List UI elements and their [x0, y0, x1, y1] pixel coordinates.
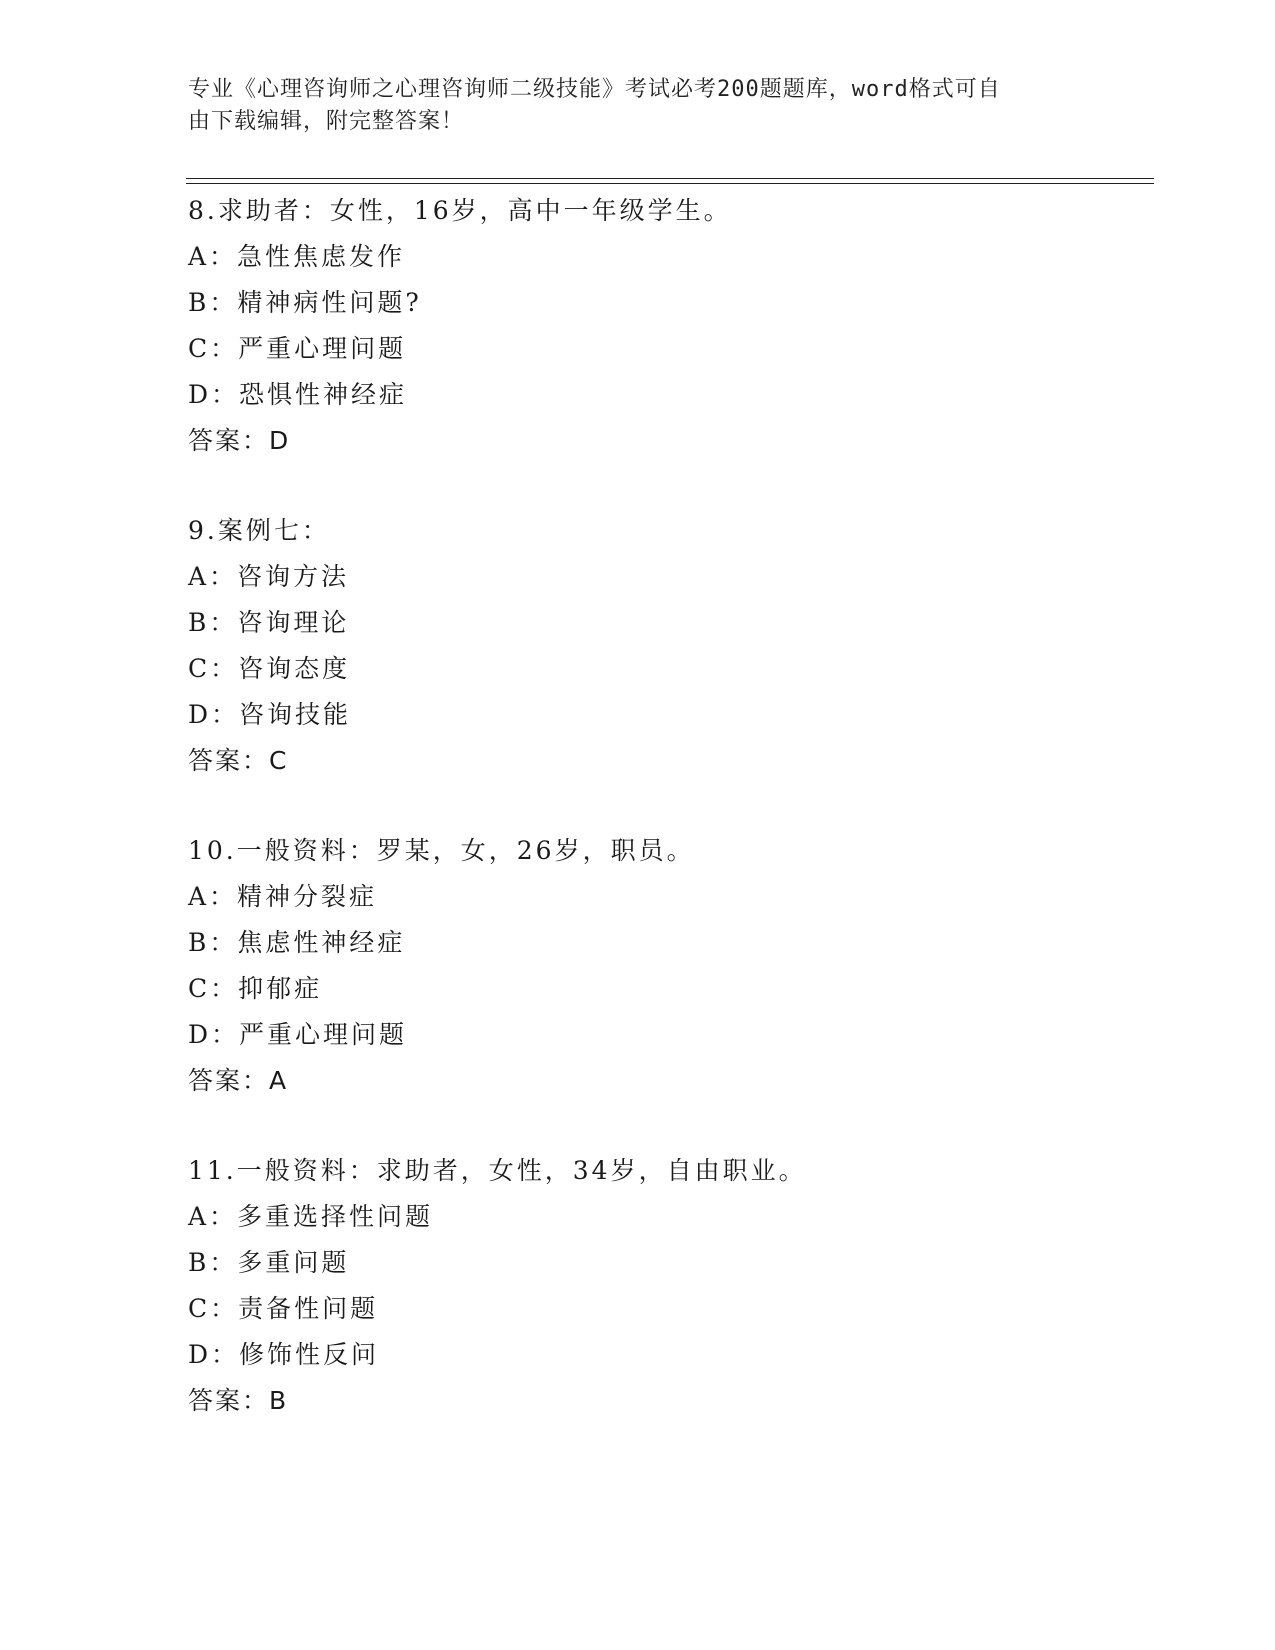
question-stem: 10.一般资料：罗某，女，26岁，职员。 [188, 836, 695, 865]
option-d: D：咨询技能 [188, 700, 352, 729]
option-a: A：咨询方法 [188, 562, 350, 591]
option-d: D：修饰性反问 [188, 1340, 380, 1369]
option-b: B：焦虑性神经症 [188, 928, 406, 957]
option-c: C：咨询态度 [188, 654, 351, 683]
option-a: A：急性焦虑发作 [188, 242, 406, 271]
header-line-2: 由下载编辑，附完整答案！ [188, 109, 465, 134]
document-header [188, 74, 1068, 138]
header-divider-top [186, 178, 1154, 179]
option-d: D：恐惧性神经症 [188, 380, 408, 409]
answer-line: 答案：C [188, 746, 289, 775]
answer-line: 答案：B [188, 1386, 289, 1415]
header-line-1: 专业《心理咨询师之心理咨询师二级技能》考试必考200题题库，word格式可自 [188, 77, 1001, 102]
option-c: C：严重心理问题 [188, 334, 407, 363]
question-block [188, 508, 1148, 784]
option-c: C：抑郁症 [188, 974, 323, 1003]
question-block [188, 828, 1148, 1104]
option-a: A：多重选择性问题 [188, 1202, 434, 1231]
question-stem: 8.求助者：女性，16岁，高中一年级学生。 [188, 196, 732, 225]
question-stem: 11.一般资料：求助者，女性，34岁，自由职业。 [188, 1156, 807, 1185]
option-b: B：精神病性问题? [188, 288, 422, 317]
question-block [188, 1148, 1148, 1424]
option-b: B：多重问题 [188, 1248, 350, 1277]
question-block [188, 188, 1148, 464]
header-divider-bottom [186, 183, 1154, 184]
option-d: D：严重心理问题 [188, 1020, 408, 1049]
option-c: C：责备性问题 [188, 1294, 379, 1323]
option-b: B：咨询理论 [188, 608, 350, 637]
option-a: A：精神分裂症 [188, 882, 378, 911]
question-stem: 9.案例七： [188, 516, 330, 545]
answer-line: 答案：D [188, 426, 291, 455]
answer-line: 答案：A [188, 1066, 289, 1095]
